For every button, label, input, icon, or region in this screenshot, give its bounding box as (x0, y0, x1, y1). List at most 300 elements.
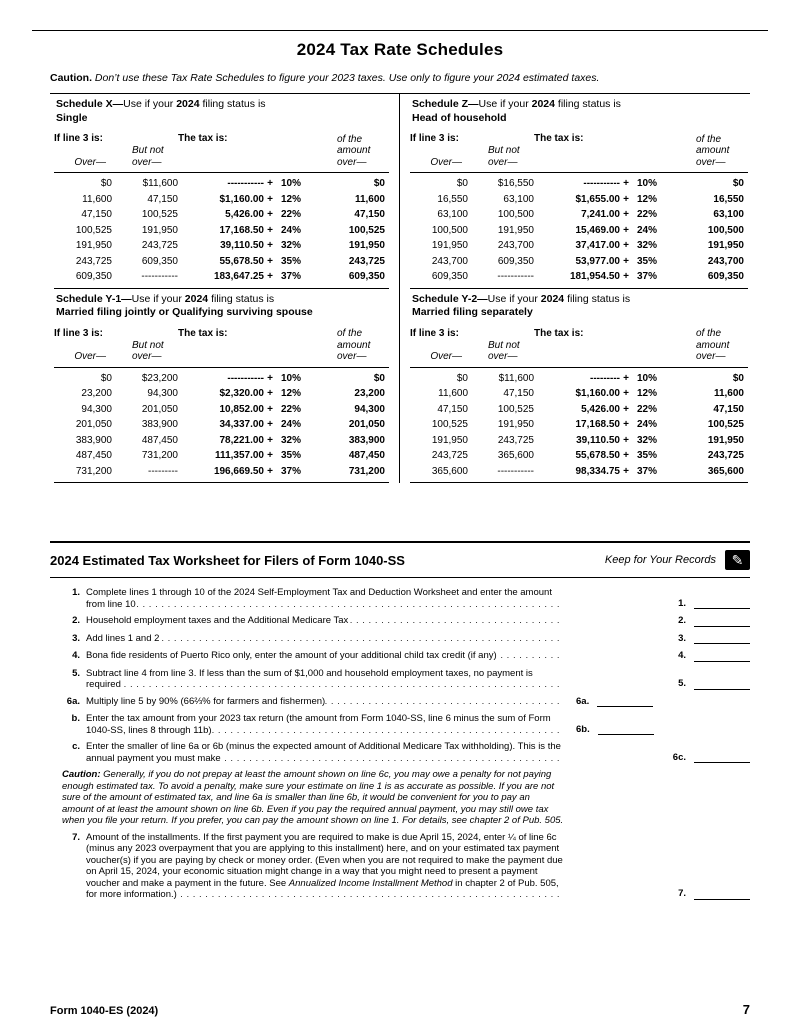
bracket-rate: 12% (281, 388, 302, 399)
schedule-y1-rows (54, 368, 389, 484)
bracket-but-not-over: $23,200 (141, 372, 178, 384)
estimated-tax-worksheet (50, 541, 750, 901)
tax-bracket-row (410, 464, 748, 480)
line-number: 1. (72, 587, 80, 598)
bracket-tax: $1,160.00 (219, 193, 264, 205)
line-ref: 2. (678, 615, 686, 626)
col-header-tax-is: The tax is: (178, 327, 228, 339)
bracket-rate: 32% (281, 434, 302, 446)
amount-entry (564, 888, 750, 901)
bracket-rate: 12% (637, 193, 658, 205)
line-text: Add lines 1 and 2 (86, 632, 160, 644)
bracket-over: $0 (100, 178, 112, 189)
bracket-amount-over: $0 (373, 372, 385, 384)
bracket-amount-over: 94,300 (354, 403, 385, 415)
bracket-but-not-over: $16,550 (497, 178, 534, 189)
bracket-amount-over: 100,525 (348, 224, 385, 236)
bracket-amount-over: $0 (732, 178, 744, 189)
bracket-plus: + (267, 403, 273, 415)
tax-bracket-row (54, 448, 389, 464)
bracket-over: 731,200 (75, 465, 112, 477)
col-header-tax-is: The tax is: (534, 133, 584, 144)
bracket-amount-over: 609,350 (707, 271, 744, 282)
filing-status: Married filing separately (412, 306, 533, 318)
bracket-rate: 35% (637, 255, 658, 267)
bracket-but-not-over: ----------- (497, 465, 534, 477)
amount-entry (564, 724, 750, 737)
bracket-tax: $1,655.00 (575, 193, 620, 205)
bracket-rate: 32% (281, 240, 302, 251)
tax-bracket-row (410, 433, 748, 449)
line-text-wrap (86, 615, 564, 627)
bracket-amount-over: 191,950 (707, 240, 744, 251)
bracket-plus: + (267, 209, 273, 220)
heading-year: 2024 (531, 98, 555, 110)
bracket-tax: ----------- (583, 178, 620, 189)
worksheet-header (50, 541, 750, 578)
bracket-but-not-over: 191,950 (497, 419, 534, 430)
bracket-but-not-over: 100,525 (141, 209, 178, 220)
bracket-plus: + (267, 419, 273, 430)
bracket-rate: 24% (637, 419, 658, 430)
bracket-but-not-over: 191,950 (141, 224, 178, 236)
entry-line (694, 680, 750, 690)
bracket-but-not-over: 243,700 (497, 240, 534, 251)
tax-bracket-row (54, 254, 389, 270)
col-header-if-line-3: If line 3 is: (54, 327, 103, 339)
bracket-tax: 78,221.00 (219, 434, 264, 446)
bracket-amount-over: 191,950 (348, 240, 385, 251)
bracket-rate: 32% (637, 434, 658, 446)
bracket-tax: 55,678.50 (219, 255, 264, 267)
bracket-but-not-over: 487,450 (141, 434, 178, 446)
bracket-over: 201,050 (75, 419, 112, 430)
bracket-but-not-over: 383,900 (141, 419, 178, 430)
bracket-rate: 37% (281, 465, 302, 477)
bracket-rate: 35% (281, 450, 302, 461)
line-text-wrap (86, 650, 564, 662)
bracket-tax: 53,977.00 (575, 255, 620, 267)
bracket-rate: 22% (281, 209, 302, 220)
amount-entry (564, 696, 750, 709)
bracket-but-not-over: 201,050 (141, 403, 178, 415)
bracket-amount-over: 487,450 (348, 450, 385, 461)
line-text: Multiply line 5 by 90% (66⅔% for farmers and fishermen) (86, 695, 326, 707)
bracket-tax: 181,954.50 (569, 271, 620, 282)
line-text-wrap (86, 696, 564, 708)
line-text: Amount of the installments. If the first payment you are required to make is due April 15, 2024, enter ¼ of line 6c (minus any 2023 overpayment that you are applying to this installment) here, and on your estimated tax payment voucher(s) if you are paying by check or money order. (Even when you are not required to make the payment due on April 15, 2024, your economic situation might change in a way that you might need to present a payment voucher and make a payment in the future. See (86, 831, 563, 889)
schedule-y2-rows (410, 368, 748, 484)
bracket-plus: + (623, 403, 629, 415)
col-header-if-line-3: If line 3 is: (54, 133, 103, 144)
tax-bracket-row (410, 448, 748, 464)
bracket-over: 16,550 (437, 193, 468, 205)
line-text-wrap (86, 741, 564, 764)
page-footer (50, 1002, 750, 1017)
bracket-plus: + (623, 178, 629, 189)
bracket-tax: 7,241.00 (581, 209, 620, 220)
tax-bracket-row (54, 238, 389, 254)
bracket-plus: + (623, 450, 629, 461)
line-text: Complete lines 1 through 10 of the 2024 Self-Employment Tax and Deduction Worksheet and enter the amount from line 10 (86, 587, 552, 610)
col-header-of-amount-over: of the amount over— (337, 133, 371, 168)
bracket-tax: ----------- (227, 178, 264, 189)
line-number: 6a. (66, 695, 80, 707)
bracket-over: 47,150 (81, 209, 112, 220)
heading-text: Use if your (487, 292, 538, 305)
page-number: 7 (742, 1002, 750, 1017)
line-number: 5. (72, 667, 80, 679)
bracket-plus: + (623, 388, 629, 399)
tax-bracket-row (410, 269, 748, 285)
bracket-plus: + (623, 255, 629, 267)
bracket-rate: 35% (637, 450, 658, 461)
bracket-amount-over: 731,200 (348, 465, 385, 477)
line-text-wrap (86, 832, 564, 901)
bracket-tax: 55,678.50 (575, 450, 620, 461)
heading-text: filing status is (567, 292, 631, 305)
amount-entry (564, 650, 750, 663)
filing-status: Single (56, 111, 88, 124)
bracket-over: 63,100 (437, 209, 468, 220)
bracket-but-not-over: 243,725 (141, 240, 178, 251)
bracket-over: 487,450 (75, 450, 112, 461)
bracket-over: $0 (456, 178, 468, 189)
bracket-amount-over: 47,150 (713, 403, 744, 415)
line-text: in chapter 2 of Pub. 505, for more information.) (86, 877, 559, 900)
amount-entry (564, 633, 750, 646)
schedule-y2-header (410, 326, 748, 368)
line-number: 2. (72, 615, 80, 626)
line-text-wrap (86, 587, 564, 610)
bracket-over: 191,950 (75, 240, 112, 251)
entry-line (694, 634, 750, 644)
bracket-but-not-over: 63,100 (503, 193, 534, 205)
bracket-amount-over: 243,725 (707, 450, 744, 461)
tax-bracket-row (54, 402, 389, 418)
bracket-tax: 111,357.00 (215, 450, 264, 461)
bracket-rate: 37% (637, 271, 658, 282)
line-text: Household employment taxes and the Additional Medicare Tax (86, 615, 349, 626)
bracket-but-not-over: 94,300 (147, 388, 178, 399)
bracket-but-not-over: 100,525 (497, 403, 534, 415)
line-text: Subtract line 4 from line 3. If less than the sum of $1,000 and household employment taxes, no payment is required (86, 667, 533, 690)
bracket-over: 100,525 (431, 419, 468, 430)
bracket-amount-over: 11,600 (713, 388, 744, 399)
bracket-tax: 196,669.50 (213, 465, 264, 477)
col-header-but-not-over: But not over— (132, 145, 164, 168)
bracket-plus: + (623, 209, 629, 220)
schedule-z-rows (410, 173, 748, 289)
bracket-but-not-over: $11,600 (142, 178, 178, 189)
schedule-x (50, 94, 400, 289)
bracket-tax: 10,852.00 (219, 403, 264, 415)
col-header-over: Over— (74, 156, 106, 168)
schedule-x-rows (54, 173, 389, 289)
tax-bracket-row (54, 464, 389, 480)
bracket-tax: 15,469.00 (575, 224, 620, 236)
bracket-over: 11,600 (438, 388, 468, 399)
bracket-tax: $2,320.00 (219, 388, 264, 399)
col-header-over: Over— (430, 156, 462, 168)
bracket-over: 609,350 (75, 271, 112, 282)
line-ref: 5. (678, 678, 686, 689)
bracket-over: $0 (100, 372, 112, 384)
col-header-but-not-over: But not over— (488, 145, 520, 168)
bracket-plus: + (623, 224, 629, 236)
entry-line (694, 753, 750, 763)
col-header-if-line-3: If line 3 is: (410, 327, 459, 339)
entry-line (694, 599, 750, 609)
schedule-label: Schedule X— (56, 98, 124, 110)
tax-bracket-row (54, 176, 389, 192)
col-header-tax-is: The tax is: (534, 327, 584, 339)
bracket-tax: 5,426.00 (581, 403, 620, 415)
bracket-over: 243,725 (431, 450, 468, 461)
bracket-but-not-over: 100,500 (497, 209, 534, 220)
bracket-tax: $1,160.00 (575, 388, 620, 399)
tax-bracket-row (410, 176, 748, 192)
worksheet-line-5 (62, 668, 750, 691)
tax-bracket-row (54, 417, 389, 433)
bracket-over: 191,950 (431, 240, 468, 251)
bracket-plus: + (267, 193, 273, 205)
tax-bracket-row (410, 371, 748, 387)
bracket-tax: ----------- (227, 372, 264, 384)
bracket-tax: 39,110.50 (576, 434, 620, 446)
bracket-tax: 37,417.00 (575, 240, 620, 251)
bracket-over: 243,700 (431, 255, 468, 267)
tax-bracket-row (54, 223, 389, 239)
line-text-wrap (86, 713, 564, 736)
schedule-x-heading (54, 94, 389, 131)
line-ref: 4. (678, 650, 686, 661)
line-text-italic: Annualized Income Installment Method (288, 877, 453, 889)
schedule-y1-header (54, 326, 389, 368)
bracket-amount-over: 243,725 (348, 255, 385, 267)
schedule-z (400, 94, 750, 289)
bracket-plus: + (623, 193, 629, 205)
bracket-amount-over: 16,550 (713, 193, 744, 205)
entry-line (694, 617, 750, 627)
bracket-tax: 5,426.00 (225, 209, 264, 220)
bracket-amount-over: 191,950 (707, 434, 744, 446)
tax-bracket-row (410, 386, 748, 402)
worksheet-line-1 (62, 587, 750, 610)
col-header-if-line-3: If line 3 is: (410, 133, 459, 144)
schedule-z-heading (410, 94, 748, 131)
bracket-rate: 10% (637, 178, 658, 189)
tax-bracket-row (54, 269, 389, 285)
heading-text: Use if your (131, 292, 182, 305)
bracket-rate: 24% (281, 419, 302, 430)
bracket-amount-over: 243,700 (707, 255, 744, 267)
line-number: 3. (72, 632, 80, 644)
bracket-but-not-over: 191,950 (497, 224, 534, 236)
col-header-but-not-over: But not over— (132, 339, 164, 362)
col-header-of-amount-over: of the amount over— (696, 133, 730, 168)
bracket-over: 100,525 (75, 224, 112, 236)
line-text: Enter the tax amount from your 2023 tax return (the amount from Form 1040-SS, line 6 minus the sum of Form 1040-SS, lines 8 through 11b) (86, 713, 551, 736)
tax-bracket-row (410, 402, 748, 418)
bracket-tax: 17,168.50 (575, 419, 620, 430)
line-number: 7. (72, 831, 80, 843)
top-caution (50, 72, 750, 84)
bracket-amount-over: 63,100 (713, 209, 744, 220)
bracket-but-not-over: 609,350 (497, 255, 534, 267)
heading-year: 2024 (184, 292, 209, 305)
tax-bracket-row (54, 433, 389, 449)
heading-year: 2024 (540, 292, 565, 305)
schedule-label: Schedule Y-1— (56, 292, 132, 305)
bracket-plus: + (623, 434, 629, 446)
bracket-amount-over: $0 (732, 372, 744, 384)
line-ref: 1. (678, 597, 686, 609)
line-text: Enter the smaller of line 6a or 6b (minus the expected amount of Additional Medicare Tax withholding). This is the annual payment you must make (86, 741, 561, 764)
bracket-but-not-over: 47,150 (147, 193, 178, 205)
entry-line (598, 725, 654, 735)
col-header-of-amount-over: of the amount over— (337, 328, 371, 362)
bracket-amount-over: 23,200 (354, 388, 385, 399)
caution-label: Caution: (62, 769, 101, 780)
bracket-over: 609,350 (431, 271, 468, 282)
caution-text: Generally, if you do not prepay at least the amount shown on line 6c, you may owe a penalty for not paying enough estimated tax. To avoid a penalty, make sure your estimate on line 1 is as accurate as possible. If you are not sure of the amount of estimated tax, and line 6a is smaller than line 6b, it would be convenient for you to pay an amount of at least the amount shown on line 6b. Even if you pay the required annual payment, you may still owe tax when you file your return. If you prefer, you can pay the amount shown on line 1. For details, see chapter 2 of Pub. 505. (62, 769, 564, 826)
bracket-amount-over: 365,600 (707, 465, 744, 477)
entry-line (694, 890, 750, 900)
caution-label: Caution. (50, 72, 92, 84)
bracket-rate: 35% (281, 255, 302, 267)
filing-status: Head of household (412, 111, 507, 124)
bracket-rate: 37% (281, 271, 302, 282)
heading-text: filing status is (202, 98, 266, 110)
bracket-amount-over: $0 (373, 178, 385, 189)
bracket-tax: --------- (590, 372, 620, 384)
bracket-tax: 34,337.00 (219, 419, 264, 430)
bracket-plus: + (623, 465, 629, 477)
filing-status: Married filing jointly or Qualifying surviving spouse (56, 306, 313, 318)
schedule-y2-heading (410, 289, 748, 326)
bracket-amount-over: 47,150 (354, 209, 385, 220)
bracket-rate: 10% (281, 178, 302, 189)
bracket-over: 94,300 (81, 403, 112, 415)
bracket-but-not-over: $11,600 (498, 372, 534, 384)
bracket-plus: + (623, 271, 629, 282)
bracket-over: $0 (456, 372, 468, 384)
bracket-but-not-over: --------- (148, 465, 178, 477)
line-ref: 3. (678, 632, 686, 644)
worksheet-line-2 (62, 615, 750, 628)
bracket-plus: + (267, 255, 273, 267)
bracket-rate: 24% (281, 224, 302, 236)
tax-bracket-row (410, 238, 748, 254)
bracket-over: 23,200 (81, 388, 112, 399)
bracket-tax: 17,168.50 (219, 224, 264, 236)
tax-bracket-row (410, 254, 748, 270)
worksheet-body (50, 578, 750, 901)
bracket-but-not-over: 609,350 (141, 255, 178, 267)
bracket-rate: 37% (637, 465, 658, 477)
bracket-plus: + (267, 240, 273, 251)
line-text: Bona fide residents of Puerto Rico only, enter the amount of your additional child tax credit (if any) (86, 650, 497, 661)
worksheet-title: 2024 Estimated Tax Worksheet for Filers of Form 1040-SS (50, 552, 405, 568)
bracket-plus: + (267, 271, 273, 282)
line-ref: 6b. (576, 723, 590, 735)
bracket-rate: 22% (637, 209, 658, 220)
bracket-plus: + (623, 240, 629, 251)
bracket-rate: 32% (637, 240, 658, 251)
schedule-label: Schedule Y-2— (412, 292, 488, 305)
bracket-plus: + (267, 178, 273, 189)
tax-bracket-row (54, 386, 389, 402)
form-id: Form 1040-ES (2024) (50, 1005, 159, 1017)
worksheet-caution (62, 769, 564, 827)
bracket-but-not-over: 243,725 (497, 434, 534, 446)
keep-for-records (605, 550, 750, 570)
worksheet-line-3 (62, 633, 750, 646)
worksheet-line-6a (62, 696, 750, 709)
bracket-amount-over: 609,350 (348, 271, 385, 282)
bracket-amount-over: 11,600 (354, 193, 385, 205)
schedule-x-header (54, 131, 389, 173)
amount-entry (564, 598, 750, 611)
tax-bracket-row (54, 192, 389, 208)
line-ref: 6a. (576, 695, 590, 707)
line-number: 4. (72, 650, 80, 661)
keep-label: Keep for Your Records (604, 554, 716, 566)
bracket-rate: 10% (281, 372, 302, 384)
bracket-rate: 12% (281, 193, 302, 205)
bracket-amount-over: 100,500 (707, 224, 744, 236)
line-text-wrap (86, 633, 564, 645)
bracket-tax: 183,647.25 (213, 271, 264, 282)
col-header-over: Over— (430, 351, 462, 362)
bracket-plus: + (267, 434, 273, 446)
bracket-plus: + (267, 372, 273, 384)
tax-rate-schedules (50, 93, 750, 483)
amount-entry (564, 615, 750, 628)
bracket-rate: 22% (281, 403, 302, 415)
top-rule (32, 30, 768, 31)
bracket-over: 100,500 (431, 224, 468, 236)
bracket-rate: 12% (637, 388, 658, 399)
schedule-z-header (410, 131, 748, 173)
bracket-rate: 10% (637, 372, 658, 384)
col-header-over: Over— (74, 351, 106, 362)
tax-bracket-row (410, 192, 748, 208)
worksheet-line-6b (62, 713, 750, 736)
entry-line (694, 652, 750, 662)
bracket-but-not-over: 731,200 (141, 450, 178, 461)
worksheet-line-7 (62, 832, 750, 901)
bracket-plus: + (267, 224, 273, 236)
heading-text: filing status is (211, 292, 275, 305)
bracket-plus: + (267, 465, 273, 477)
bracket-but-not-over: 365,600 (497, 450, 534, 461)
worksheet-line-6c (62, 741, 750, 764)
caution-text: Don’t use these Tax Rate Schedules to figure your 2023 taxes. Use only to figure your 2024 estimated taxes. (94, 72, 600, 84)
tax-bracket-row (410, 223, 748, 239)
line-number: b. (71, 713, 80, 724)
bracket-amount-over: 383,900 (348, 434, 385, 446)
tax-bracket-row (54, 371, 389, 387)
tax-bracket-row (410, 207, 748, 223)
bracket-but-not-over: ----------- (141, 271, 178, 282)
tax-bracket-row (54, 207, 389, 223)
col-header-but-not-over: But not over— (488, 339, 520, 362)
bracket-rate: 24% (637, 224, 658, 236)
bracket-tax: 39,110.50 (220, 240, 264, 251)
col-header-of-amount-over: of the amount over— (696, 328, 730, 362)
